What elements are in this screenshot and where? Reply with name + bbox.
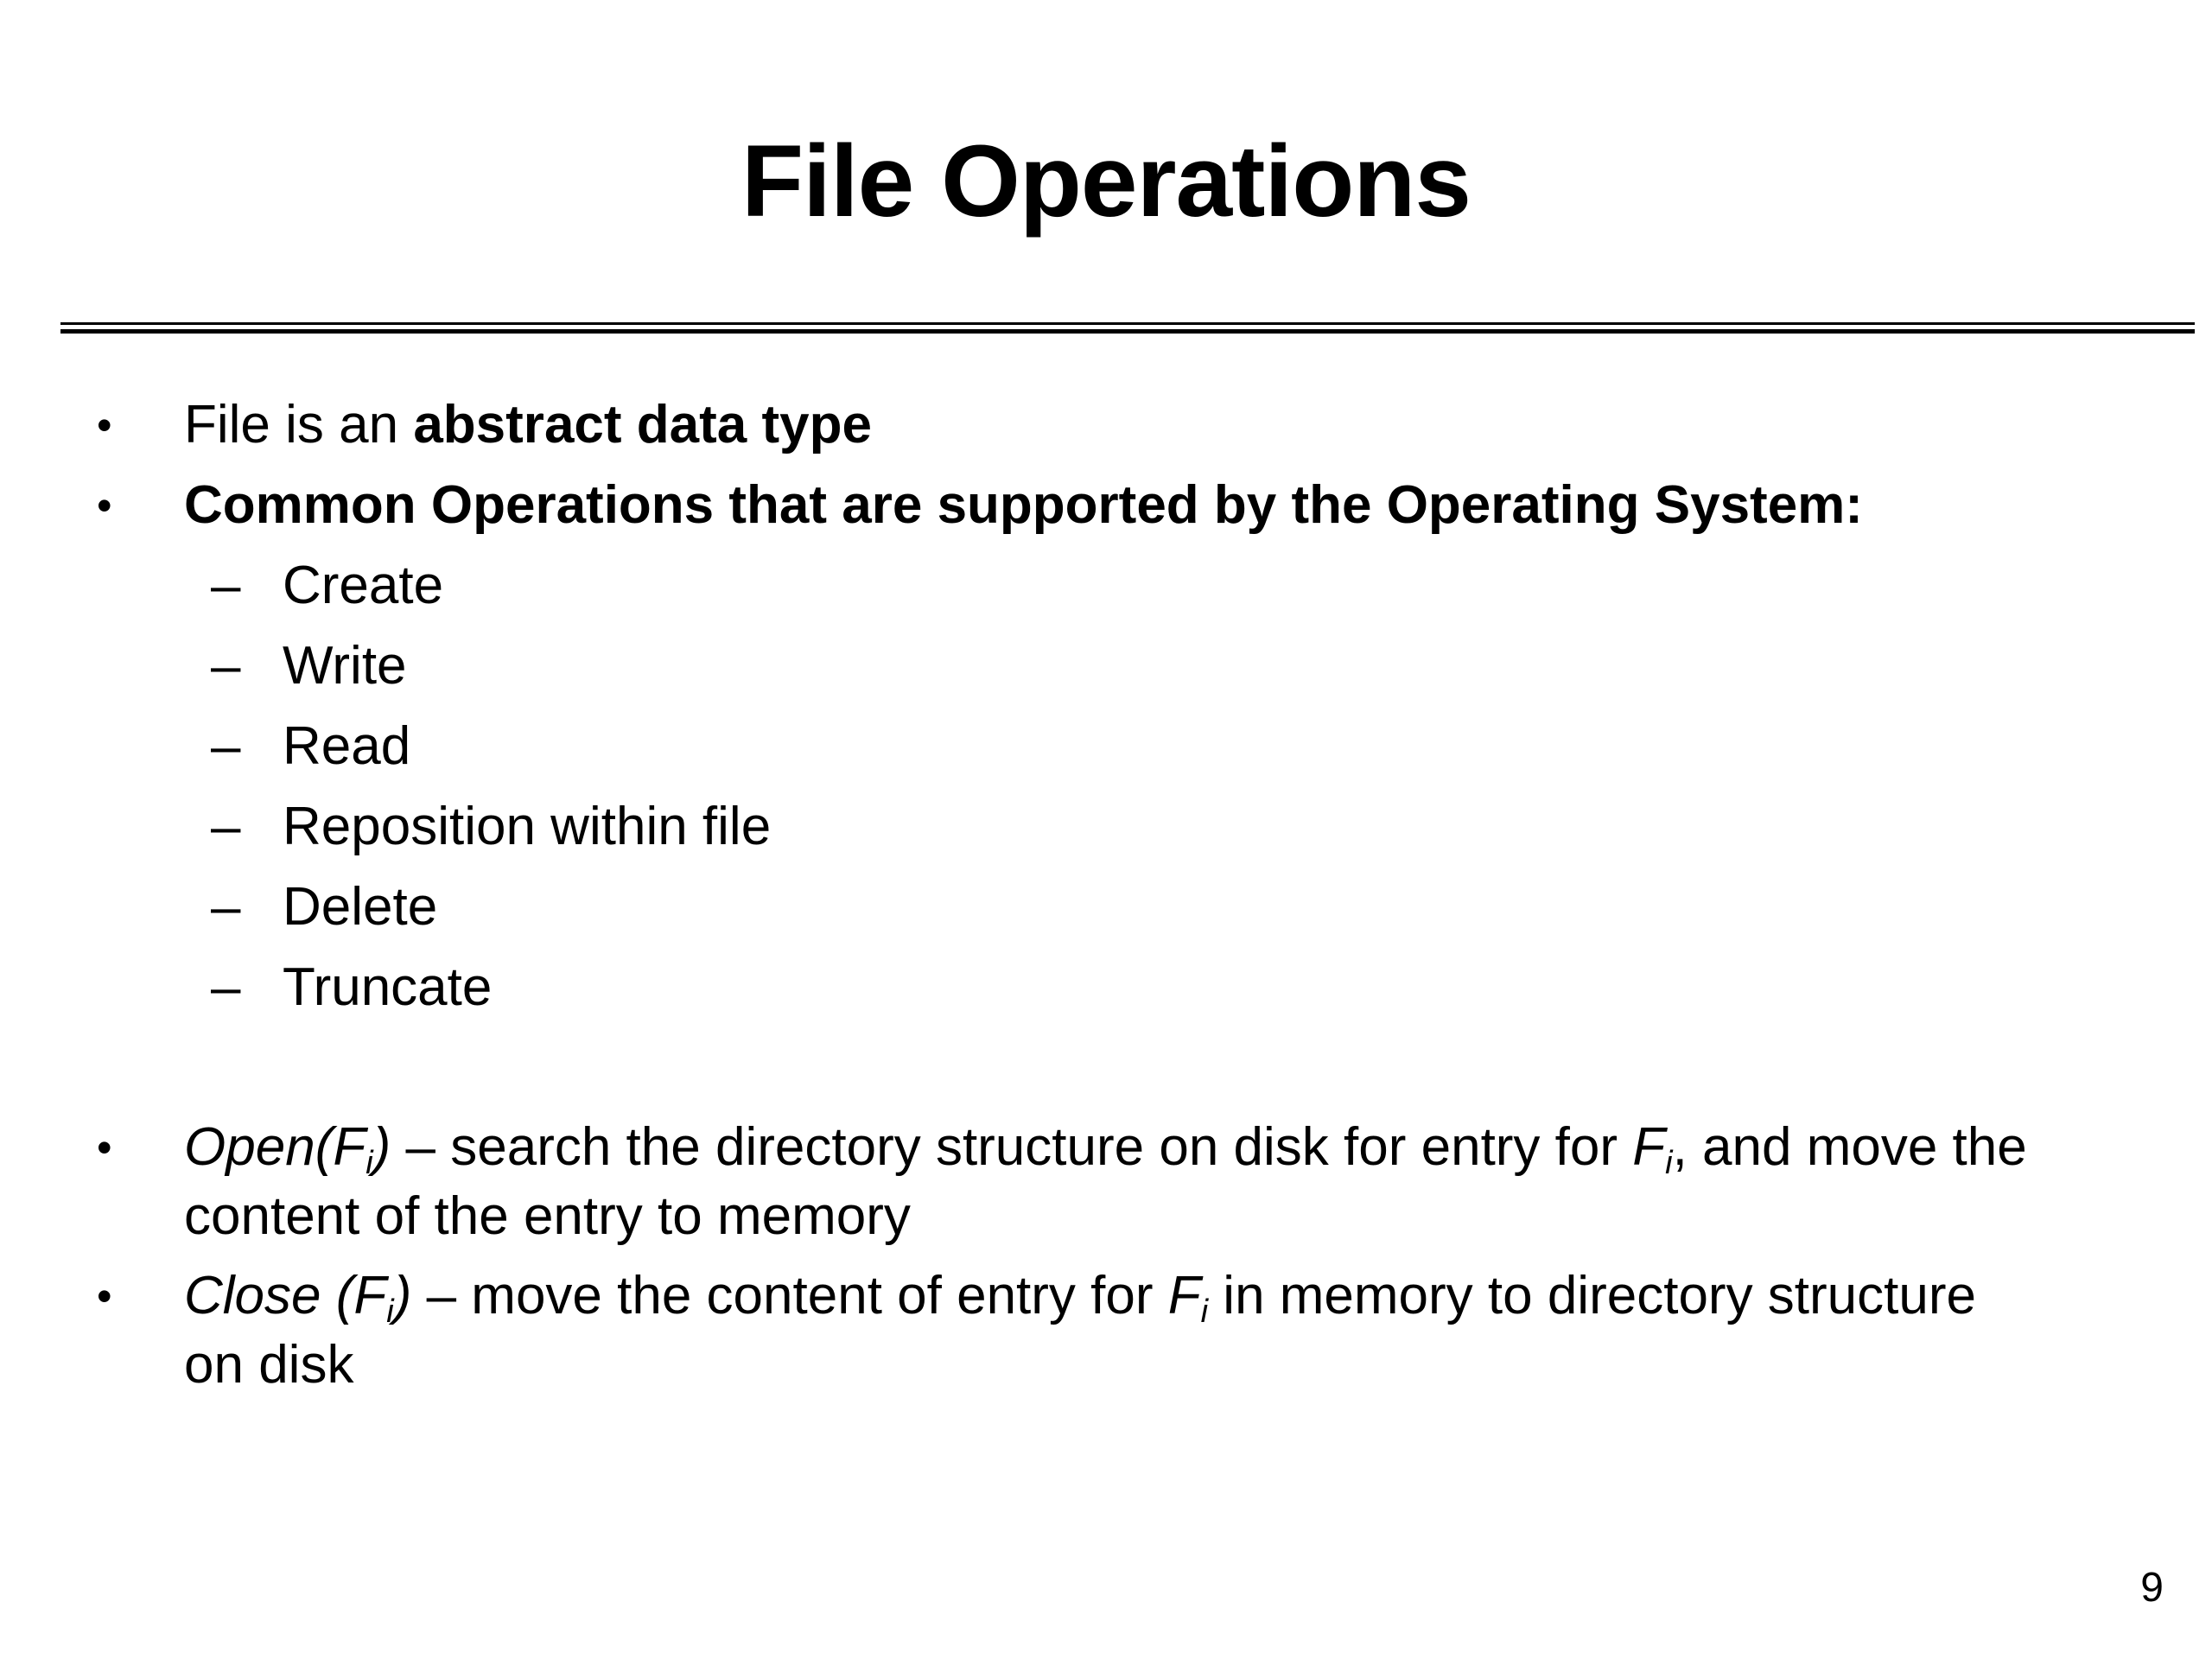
bullet-open-operation — [184, 1113, 2027, 1182]
bullet-text: File is an — [184, 395, 414, 454]
dash-marker: – — [211, 556, 241, 615]
title-divider-top — [60, 322, 2195, 325]
open-function-name: $Open(F_i)$ — [184, 1117, 391, 1181]
bullet-marker: • — [97, 1272, 112, 1320]
dash-marker: – — [211, 877, 241, 937]
close-function-name: Close $(F_i)$ — [184, 1266, 412, 1330]
slide-title: File Operations — [741, 124, 1471, 238]
close-description-end: in memory to directory structure — [1208, 1266, 1976, 1325]
close-description: – move the content of entry for — [411, 1266, 1168, 1325]
bullet-bold-text: abstract data type — [413, 395, 872, 454]
operation-item: Delete — [283, 877, 438, 937]
operation-item: Write — [283, 636, 407, 696]
operation-item: Truncate — [283, 957, 493, 1017]
operation-item: Read — [283, 716, 411, 776]
close-variable: $F_i$ — [1167, 1266, 1209, 1330]
dash-marker: – — [211, 957, 241, 1017]
open-description-line2: content of the entry to memory — [184, 1186, 911, 1246]
bullet-common-operations: Common Operations that are supported by the Operating System: — [184, 475, 1863, 535]
bullet-marker: • — [97, 1123, 112, 1172]
bullet-close-operation — [184, 1262, 1976, 1331]
dash-marker: – — [211, 636, 241, 696]
bullet-abstract-data-type — [184, 391, 872, 460]
bullet-marker: • — [97, 401, 112, 449]
title-divider-bottom — [60, 329, 2195, 334]
open-description-end: , and move the — [1672, 1117, 2027, 1177]
operation-item: Reposition within file — [283, 797, 772, 856]
operation-item: Create — [283, 556, 444, 615]
open-variable: $F_i$ — [1632, 1117, 1673, 1181]
dash-marker: – — [211, 716, 241, 776]
bullet-marker: • — [97, 481, 112, 530]
page-number: 9 — [2140, 1565, 2164, 1611]
dash-marker: – — [211, 797, 241, 856]
open-description: – search the directory structure on disk for entry for — [391, 1117, 1633, 1177]
close-description-line2: on disk — [184, 1335, 354, 1395]
